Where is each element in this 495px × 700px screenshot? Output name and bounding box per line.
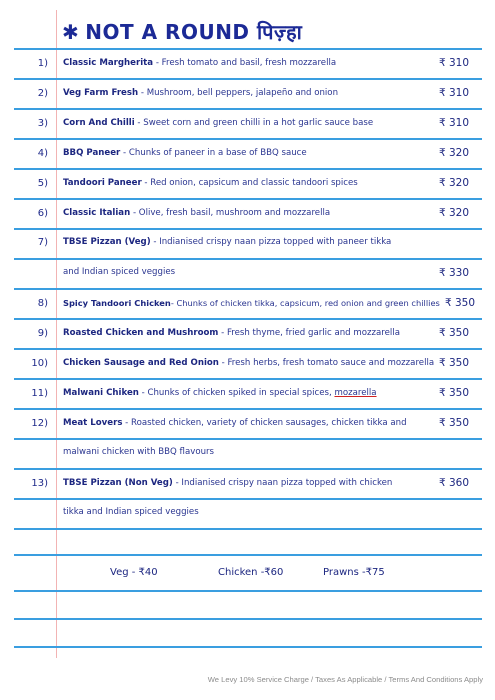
ruled-line	[14, 48, 482, 50]
item-name: Chicken Sausage and Red Onion	[63, 358, 219, 368]
item-description-continued: and Indian spiced veggies	[63, 267, 176, 277]
item-price: ₹ 350	[438, 417, 469, 429]
menu-item	[63, 178, 358, 188]
menu-item	[63, 148, 307, 158]
item-number: 9)	[37, 328, 48, 339]
ruled-line	[14, 618, 482, 620]
item-description: - Indianised crispy naan pizza topped with paneer tikka	[150, 237, 392, 247]
footer-note: We Levy 10% Service Charge / Taxes As Applicable / Terms And Conditions Apply	[207, 675, 483, 684]
ruled-line	[14, 78, 482, 80]
topping-veg: Veg - ₹40	[110, 567, 158, 578]
item-price: ₹ 350	[438, 327, 469, 339]
menu-item	[63, 298, 440, 308]
item-number: 4)	[37, 148, 48, 159]
page-title	[62, 18, 302, 45]
ruled-line	[14, 258, 482, 260]
item-price: ₹ 310	[438, 87, 469, 99]
item-name: Classic Italian	[63, 208, 131, 218]
ruled-line	[14, 378, 482, 380]
item-description: - Chunks of chicken tikka, capsicum, red onion and green chillies	[170, 298, 440, 308]
ruled-line	[14, 590, 482, 592]
item-number: 12)	[31, 418, 48, 429]
item-name: TBSE Pizzan (Non Veg)	[63, 478, 173, 488]
item-number: 13)	[31, 478, 48, 489]
item-number: 10)	[31, 358, 48, 369]
ruled-line	[14, 228, 482, 230]
topping-chicken: Chicken -₹60	[218, 567, 284, 578]
item-description: - Chunks of chicken spiked in special spices,	[138, 388, 335, 398]
item-description: - Sweet corn and green chilli in a hot garlic sauce base	[134, 118, 374, 128]
item-name: Veg Farm Fresh	[63, 88, 139, 98]
ruled-line	[14, 498, 482, 500]
menu-item	[63, 58, 336, 68]
item-number: 7)	[37, 237, 48, 248]
item-description: - Fresh thyme, fried garlic and mozzarella	[218, 328, 400, 338]
item-description: - Mushroom, bell peppers, jalapeño and onion	[138, 88, 339, 98]
topping-prawns: Prawns -₹75	[323, 567, 385, 578]
menu-item	[63, 88, 338, 98]
ruled-line	[14, 528, 482, 530]
item-price: ₹ 350	[438, 357, 469, 369]
menu-item	[63, 328, 400, 338]
item-price: ₹ 310	[438, 57, 469, 69]
item-number: 5)	[37, 178, 48, 189]
ruled-line	[14, 408, 482, 410]
ruled-line	[14, 438, 482, 440]
item-description: - Chunks of paneer in a base of BBQ sauce	[120, 148, 307, 158]
item-description-continued: tikka and Indian spiced veggies	[63, 507, 199, 517]
item-name: Classic Margherita	[63, 58, 154, 68]
item-description-continued: malwani chicken with BBQ flavours	[63, 447, 215, 457]
item-price: ₹ 330	[438, 267, 469, 279]
item-name: Malwani Chiken	[63, 388, 139, 398]
menu-item	[63, 358, 434, 368]
menu-item	[63, 237, 391, 247]
item-number: 3)	[37, 118, 48, 129]
item-number: 8)	[37, 298, 48, 309]
menu-item	[63, 208, 330, 218]
ruled-line	[14, 138, 482, 140]
menu-item	[63, 418, 407, 428]
menu-item	[63, 478, 392, 488]
item-description: - Indianised crispy naan pizza topped with chicken	[172, 478, 393, 488]
item-description: - Roasted chicken, variety of chicken sausages, chicken tikka and	[122, 418, 407, 428]
item-name: TBSE Pizzan (Veg)	[63, 237, 151, 247]
item-number: 11)	[31, 388, 48, 399]
item-price: ₹ 320	[438, 147, 469, 159]
item-name: Roasted Chicken and Mushroom	[63, 328, 219, 338]
item-number: 2)	[37, 88, 48, 99]
ruled-line	[14, 168, 482, 170]
item-name: Corn And Chilli	[63, 118, 135, 128]
item-description: - Fresh tomato and basil, fresh mozzarella	[153, 58, 337, 68]
title-text: NOT A ROUND पिज़्हा	[85, 20, 303, 44]
item-number: 1)	[37, 58, 48, 69]
item-name: Meat Lovers	[63, 418, 123, 428]
item-price: ₹ 360	[438, 477, 469, 489]
item-description: - Red onion, capsicum and classic tandoori spices	[141, 178, 358, 188]
item-price: ₹ 350	[438, 387, 469, 399]
ruled-line	[14, 468, 482, 470]
menu-item	[63, 388, 377, 398]
ruled-line	[14, 348, 482, 350]
item-name: Spicy Tandoori Chicken	[63, 298, 171, 308]
misspelled-word: mozarella	[334, 388, 377, 398]
item-name: Tandoori Paneer	[63, 178, 142, 188]
ruled-line	[14, 288, 482, 290]
item-price: ₹ 350	[444, 297, 475, 309]
asterisk-icon: ✱	[62, 20, 80, 44]
menu-item	[63, 118, 373, 128]
item-number: 6)	[37, 208, 48, 219]
ruled-line	[14, 646, 482, 648]
ruled-line	[14, 318, 482, 320]
item-price: ₹ 320	[438, 177, 469, 189]
ruled-line	[14, 554, 482, 556]
ruled-line	[14, 108, 482, 110]
ruled-line	[14, 198, 482, 200]
item-price: ₹ 310	[438, 117, 469, 129]
item-description: - Olive, fresh basil, mushroom and mozzarella	[130, 208, 331, 218]
item-price: ₹ 320	[438, 207, 469, 219]
item-description: - Fresh herbs, fresh tomato sauce and mozzarella	[218, 358, 435, 368]
item-name: BBQ Paneer	[63, 148, 121, 158]
